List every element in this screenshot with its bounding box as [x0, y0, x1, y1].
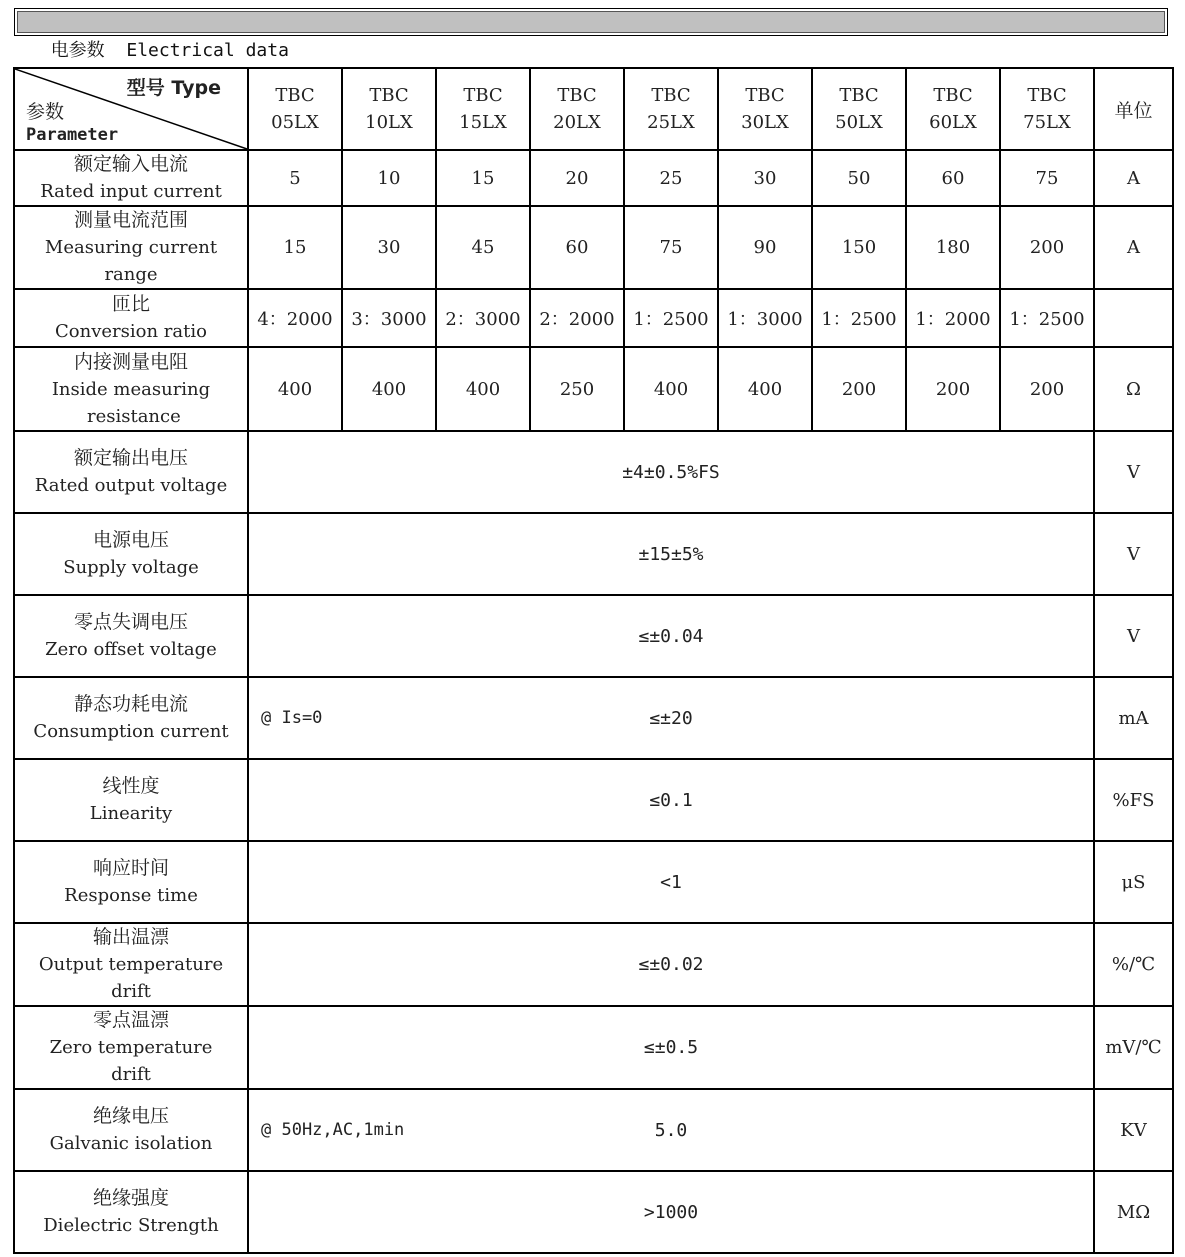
value-cell: 2：2000: [530, 289, 624, 347]
value-cell: 200: [1000, 347, 1094, 431]
model-prefix: TBC: [275, 85, 315, 106]
value-cell: 5: [248, 150, 342, 206]
electrical-data-table: [13, 67, 1174, 1254]
model-prefix: TBC: [463, 85, 503, 106]
shared-value: ±4±0.5%FS: [622, 461, 720, 483]
parameter-name-zh: 响应时间: [92, 857, 169, 879]
model-header: [624, 68, 718, 150]
table-body: [14, 68, 1173, 1253]
value-cell: 2：3000: [436, 289, 530, 347]
value-cell: 250: [530, 347, 624, 431]
value-cell: 25: [624, 150, 718, 206]
value-cell: 10: [342, 150, 436, 206]
model-code: 50LX: [835, 112, 883, 133]
parameter-label-en: Parameter: [26, 125, 119, 145]
model-code: 05LX: [271, 112, 319, 133]
model-header: [812, 68, 906, 150]
parameter-name-en: Dielectric Strength: [43, 1215, 219, 1236]
header-row: [14, 68, 1173, 150]
shared-value: ≤±20: [649, 707, 693, 729]
model-prefix: TBC: [933, 85, 973, 106]
parameter-name-zh: 绝缘电压: [92, 1105, 169, 1127]
value-cell: 1：2500: [1000, 289, 1094, 347]
unit-cell: mV/℃: [1094, 1006, 1173, 1089]
model-prefix: TBC: [369, 85, 409, 106]
table-row: [14, 431, 1173, 513]
table-row: [14, 923, 1173, 1006]
table-row: [14, 759, 1173, 841]
type-label: 型号 Type: [126, 77, 221, 99]
unit-cell: A: [1094, 150, 1173, 206]
shared-value-cell: [248, 677, 1094, 759]
value-cell: 200: [906, 347, 1000, 431]
parameter-name-zh: 静态功耗电流: [73, 693, 188, 715]
value-cell: 90: [718, 206, 812, 289]
parameter-name-en: Consumption current: [33, 721, 229, 742]
parameter-name-en: Inside measuring resistance: [51, 378, 211, 427]
table-row: [14, 1171, 1173, 1253]
value-cell: 400: [624, 347, 718, 431]
unit-cell: KV: [1094, 1089, 1173, 1171]
unit-cell: MΩ: [1094, 1171, 1173, 1253]
unit-cell: A: [1094, 206, 1173, 289]
parameter-name-en: Response time: [64, 885, 198, 906]
value-cell: 400: [342, 347, 436, 431]
shared-value: ≤±0.04: [638, 625, 704, 647]
value-cell: 4：2000: [248, 289, 342, 347]
parameter-name-zh: 内接测量电阻: [73, 350, 188, 373]
model-code: 60LX: [929, 112, 977, 133]
shared-value-cell: [248, 1171, 1094, 1253]
model-header: [718, 68, 812, 150]
shared-value: ≤±0.02: [638, 954, 704, 975]
model-header: [906, 68, 1000, 150]
table-row: [14, 347, 1173, 431]
parameter-name-en: Measuring current range: [44, 237, 218, 285]
model-prefix: TBC: [745, 85, 785, 106]
model-header: [436, 68, 530, 150]
parameter-name-zh: 绝缘强度: [92, 1187, 169, 1209]
value-cell: 200: [1000, 206, 1094, 289]
parameter-name-zh: 零点失调电压: [73, 611, 188, 633]
parameter-cell: [14, 1089, 248, 1171]
unit-cell: [1094, 289, 1173, 347]
value-cell: 1：2000: [906, 289, 1000, 347]
parameter-cell: [14, 206, 248, 289]
parameter-name-zh: 线性度: [102, 775, 160, 797]
value-cell: 75: [624, 206, 718, 289]
model-code: 75LX: [1023, 112, 1071, 133]
test-condition: @ Is=0: [261, 708, 323, 728]
value-cell: 180: [906, 206, 1000, 289]
value-cell: 45: [436, 206, 530, 289]
table-row: [14, 513, 1173, 595]
model-header: [248, 68, 342, 150]
model-code: 30LX: [741, 112, 789, 133]
value-cell: 400: [248, 347, 342, 431]
shared-value-cell: [248, 595, 1094, 677]
value-cell: 150: [812, 206, 906, 289]
table-row: [14, 841, 1173, 923]
model-code: 15LX: [459, 112, 507, 133]
test-condition: @ 50Hz,AC,1min: [261, 1120, 405, 1140]
table-row: [14, 595, 1173, 677]
model-prefix: TBC: [1027, 85, 1067, 106]
model-code: 10LX: [365, 112, 413, 133]
table-row: [14, 1089, 1173, 1171]
value-cell: 75: [1000, 150, 1094, 206]
unit-cell: V: [1094, 431, 1173, 513]
value-cell: 30: [718, 150, 812, 206]
parameter-cell: [14, 1006, 248, 1089]
parameter-cell: [14, 289, 248, 347]
table-row: [14, 289, 1173, 347]
unit-cell: mA: [1094, 677, 1173, 759]
shared-value: ≤0.1: [649, 789, 693, 811]
table-row: [14, 206, 1173, 289]
value-cell: 400: [718, 347, 812, 431]
value-cell: 30: [342, 206, 436, 289]
value-cell: 15: [436, 150, 530, 206]
value-cell: 15: [248, 206, 342, 289]
parameter-name-en: Zero offset voltage: [45, 639, 217, 660]
value-cell: 1：3000: [718, 289, 812, 347]
table-row: [14, 150, 1173, 206]
parameter-cell: [14, 841, 248, 923]
model-header: [530, 68, 624, 150]
parameter-cell: [14, 431, 248, 513]
parameter-cell: [14, 759, 248, 841]
shared-value: <1: [660, 871, 682, 893]
parameter-cell: [14, 595, 248, 677]
parameter-name-zh: 零点温漂: [92, 1009, 169, 1031]
model-prefix: TBC: [557, 85, 597, 106]
unit-cell: V: [1094, 595, 1173, 677]
parameter-name-en: Galvanic isolation: [49, 1133, 213, 1154]
model-header: [342, 68, 436, 150]
parameter-cell: [14, 923, 248, 1006]
unit-header: 单位: [1094, 68, 1173, 150]
unit-cell: μS: [1094, 841, 1173, 923]
unit-cell: %FS: [1094, 759, 1173, 841]
model-code: 20LX: [553, 112, 601, 133]
parameter-name-zh: 额定输出电压: [73, 447, 188, 469]
shared-value-cell: [248, 759, 1094, 841]
shared-value-cell: [248, 513, 1094, 595]
parameter-name-zh: 输出温漂: [92, 926, 169, 948]
value-cell: 400: [436, 347, 530, 431]
parameter-name-en: Supply voltage: [63, 557, 199, 578]
shared-value: ≤±0.5: [643, 1037, 699, 1058]
parameter-name-en: Zero temperature drift: [49, 1037, 213, 1085]
value-cell: 200: [812, 347, 906, 431]
parameter-name-zh: 测量电流范围: [73, 209, 188, 231]
shared-value-cell: [248, 841, 1094, 923]
model-header: [1000, 68, 1094, 150]
corner-header-cell: [14, 68, 248, 150]
parameter-name-en: Rated input current: [40, 181, 222, 202]
shared-value: >1000: [643, 1201, 699, 1223]
shared-value-cell: [248, 923, 1094, 1006]
shared-value-cell: [248, 1089, 1094, 1171]
unit-cell: Ω: [1094, 347, 1173, 431]
value-cell: 3：3000: [342, 289, 436, 347]
parameter-cell: [14, 347, 248, 431]
shared-value: 5.0: [654, 1119, 688, 1141]
parameter-name-en: Linearity: [89, 803, 173, 824]
model-prefix: TBC: [651, 85, 691, 106]
value-cell: 60: [530, 206, 624, 289]
unit-cell: V: [1094, 513, 1173, 595]
parameter-name-zh: 电源电压: [92, 529, 169, 551]
shared-value-cell: [248, 1006, 1094, 1089]
parameter-cell: [14, 1171, 248, 1253]
parameter-cell: [14, 150, 248, 206]
model-prefix: TBC: [839, 85, 879, 106]
value-cell: 1：2500: [624, 289, 718, 347]
parameter-cell: [14, 513, 248, 595]
value-cell: 50: [812, 150, 906, 206]
parameter-name-zh: 额定输入电流: [73, 153, 188, 175]
model-code: 25LX: [647, 112, 695, 133]
parameter-cell: [14, 677, 248, 759]
section-title: 电参数 Electrical data: [50, 40, 289, 61]
parameter-name-en: Conversion ratio: [55, 321, 207, 342]
parameter-name-zh: 匝比: [111, 293, 150, 315]
value-cell: 20: [530, 150, 624, 206]
shared-value: ±15±5%: [638, 543, 704, 565]
unit-cell: %/℃: [1094, 923, 1173, 1006]
value-cell: 60: [906, 150, 1000, 206]
table-row: [14, 1006, 1173, 1089]
shared-value-cell: [248, 431, 1094, 513]
parameter-label-zh: 参数: [26, 101, 65, 123]
value-cell: 1：2500: [812, 289, 906, 347]
table-row: [14, 677, 1173, 759]
section-title-bar: [14, 8, 1168, 61]
parameter-name-en: Rated output voltage: [34, 475, 228, 496]
parameter-name-en: Output temperature drift: [38, 954, 224, 1002]
